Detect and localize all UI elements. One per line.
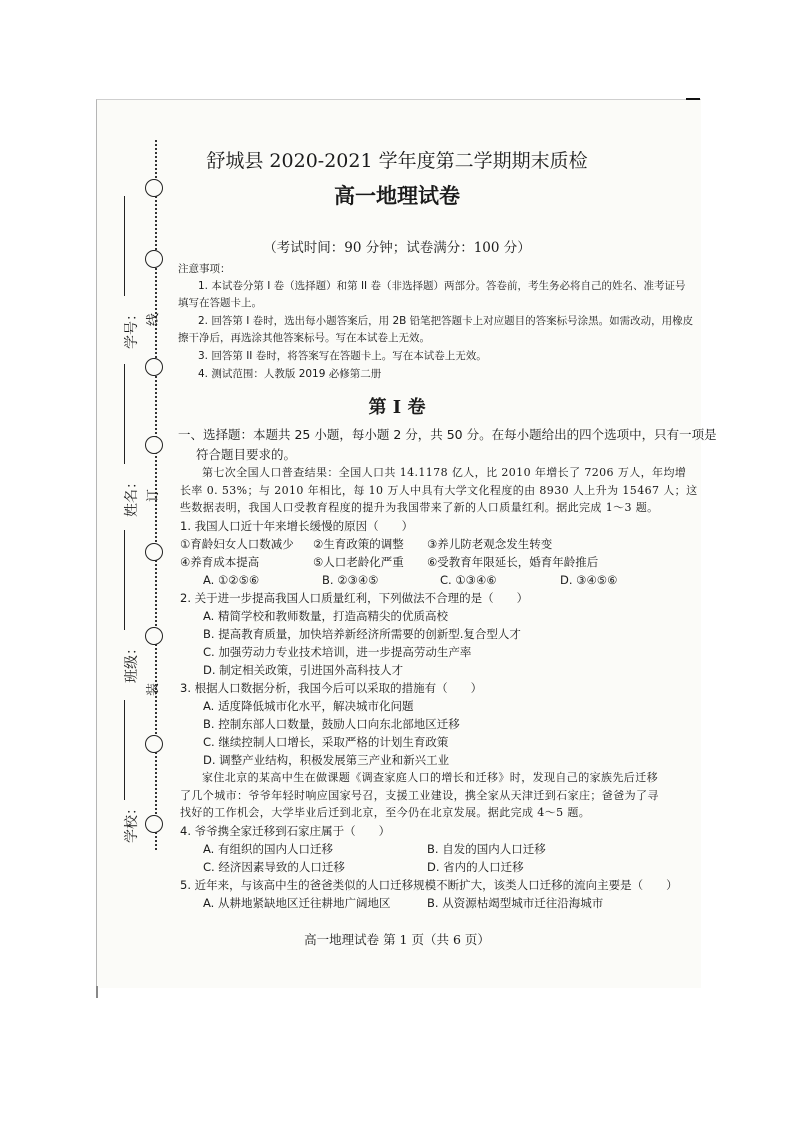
exam-subtitle: 高一地理试卷 xyxy=(334,183,460,208)
binding-hole xyxy=(145,627,163,645)
passage-line: 些数据表明，我国人口受教育程度的提升为我国带来了新的人口质量红利。据此完成 1～3 题。 xyxy=(180,501,659,514)
notes-line: 4. 测试范围：人教版 2019 必修第二册 xyxy=(198,368,382,380)
binding-hole xyxy=(145,815,163,833)
q1-option: D. ③④⑤⑥ xyxy=(560,573,618,587)
passage-line: 了几个城市：爷爷年轻时响应国家号召，支援工业建设，携全家从天津迁到石家庄；爸爸为了寻 xyxy=(180,789,659,802)
q5-option: A. 从耕地紧缺地区迁往耕地广阔地区 xyxy=(203,896,391,910)
q4-option: B. 自发的国内人口迁移 xyxy=(427,842,546,856)
passage-line: 长率 0. 53%；与 2010 年相比，每 10 万人中具有大学文化程度的由 8930 人上升为 15467 人；这 xyxy=(180,484,698,497)
q2-option: C. 加强劳动力专业技术培训，进一步提高劳动生产率 xyxy=(203,645,472,659)
q1-option: A. ①②⑤⑥ xyxy=(203,573,260,587)
passage-line: 家住北京的某高中生在做课题《调查家庭人口的增长和迁移》时，发现自己的家族先后迁移 xyxy=(202,771,658,784)
q4-option: A. 有组织的国内人口迁移 xyxy=(203,842,333,856)
q1-item: ②生育政策的调整 xyxy=(313,537,404,551)
section-heading-cont: 符合题目要求的。 xyxy=(196,447,297,462)
q1-item: ④养育成本提高 xyxy=(180,555,260,569)
passage-line: 找好的工作机会，大学毕业后迁到北京，至今仍在北京发展。据此完成 4～5 题。 xyxy=(180,806,591,819)
q4-option: D. 省内的人口迁移 xyxy=(427,860,524,874)
scan-edge xyxy=(96,986,98,998)
q2-option: B. 提高教育质量，加快培养新经济所需要的创新型.复合型人才 xyxy=(203,627,521,641)
notes-line: 3. 回答第 II 卷时，将答案写在答题卡上。写在本试卷上无效。 xyxy=(198,350,487,362)
section-heading: 一、选择题：本题共 25 小题，每小题 2 分，共 50 分。在每小题给出的四个选项中，只有一项是 xyxy=(178,427,717,442)
page-footer: 高一地理试卷 第 1 页（共 6 页） xyxy=(304,932,490,947)
notes-heading: 注意事项： xyxy=(178,263,231,275)
passage-line: 第七次全国人口普查结果：全国人口共 14.1178 亿人，比 2010 年增长了 7206 万人，年均增 xyxy=(202,466,687,479)
question-1-stem: 1. 我国人口近十年来增长缓慢的原因（ ） xyxy=(180,519,414,533)
question-2-stem: 2. 关于进一步提高我国人口质量红利，下列做法不合理的是（ ） xyxy=(180,591,529,605)
notes-line: 擦干净后，再选涂其他答案标号。写在本试卷上无效。 xyxy=(178,332,430,344)
class-label: 班级： xyxy=(124,641,140,683)
q1-item: ①育龄妇女人口数减少 xyxy=(180,537,294,551)
student-id-label: 学号： xyxy=(124,307,140,349)
q3-option: D. 调整产业结构，积极发展第三产业和新兴工业 xyxy=(203,753,450,767)
q5-option: B. 从资源枯竭型城市迁往沿海城市 xyxy=(427,896,604,910)
q3-option: B. 控制东部人口数量，鼓励人口向东北部地区迁移 xyxy=(203,717,460,731)
question-4-stem: 4. 爷爷携全家迁移到石家庄属于（ ） xyxy=(180,824,391,838)
class-underline xyxy=(124,530,125,630)
q2-option: A. 精简学校和教师数量，打造高精尖的优质高校 xyxy=(203,609,448,623)
binding-mark-staple: 装 xyxy=(146,682,162,697)
school-label: 学校： xyxy=(124,801,140,843)
name-label: 姓名： xyxy=(124,475,140,517)
school-underline xyxy=(124,700,125,800)
binding-hole xyxy=(145,436,163,454)
notes-line: 填写在答题卡上。 xyxy=(178,297,262,309)
q1-item: ⑥受教育年限延长，婚育年龄推后 xyxy=(427,555,599,569)
exam-time-info: （考试时间：90 分钟；试卷满分：100 分） xyxy=(263,240,531,256)
notes-line: 1. 本试卷分第 I 卷（选择题）和第 II 卷（非选择题）两部分。答卷前，考生务必将自己的姓名、准考证号 xyxy=(198,280,686,292)
scan-corner-mark xyxy=(686,98,700,100)
q3-option: C. 继续控制人口增长，采取严格的计划生育政策 xyxy=(203,735,449,749)
binding-mark-line: 线 xyxy=(146,312,162,327)
q1-item: ⑤人口老龄化严重 xyxy=(313,555,404,569)
volume-title: 第 I 卷 xyxy=(368,397,426,418)
binding-hole xyxy=(145,543,163,561)
binding-mark-bind: 订 xyxy=(146,488,162,503)
q2-option: D. 制定相关政策，引进国外高科技人才 xyxy=(203,663,404,677)
q1-option: C. ①③④⑥ xyxy=(440,573,497,587)
q1-option: B. ②③④⑤ xyxy=(322,573,379,587)
q1-item: ③养儿防老观念发生转变 xyxy=(427,537,553,551)
q4-option: C. 经济因素导致的人口迁移 xyxy=(203,860,345,874)
binding-hole xyxy=(145,358,163,376)
exam-title: 舒城县 2020-2021 学年度第二学期期末质检 xyxy=(206,150,588,172)
question-3-stem: 3. 根据人口数据分析，我国今后可以采取的措施有（ ） xyxy=(180,681,483,695)
binding-hole xyxy=(145,735,163,753)
notes-line: 2. 回答第 I 卷时，选出每小题答案后，用 2B 铅笔把答题卡上对应题目的答案标号涂黑。如需改动，用橡皮 xyxy=(198,315,694,327)
question-5-stem: 5. 近年来，与该高中生的爸爸类似的人口迁移规模不断扩大，该类人口迁移的流向主要是（ ） xyxy=(180,878,678,892)
q3-option: A. 适度降低城市化水平，解决城市化问题 xyxy=(203,699,414,713)
